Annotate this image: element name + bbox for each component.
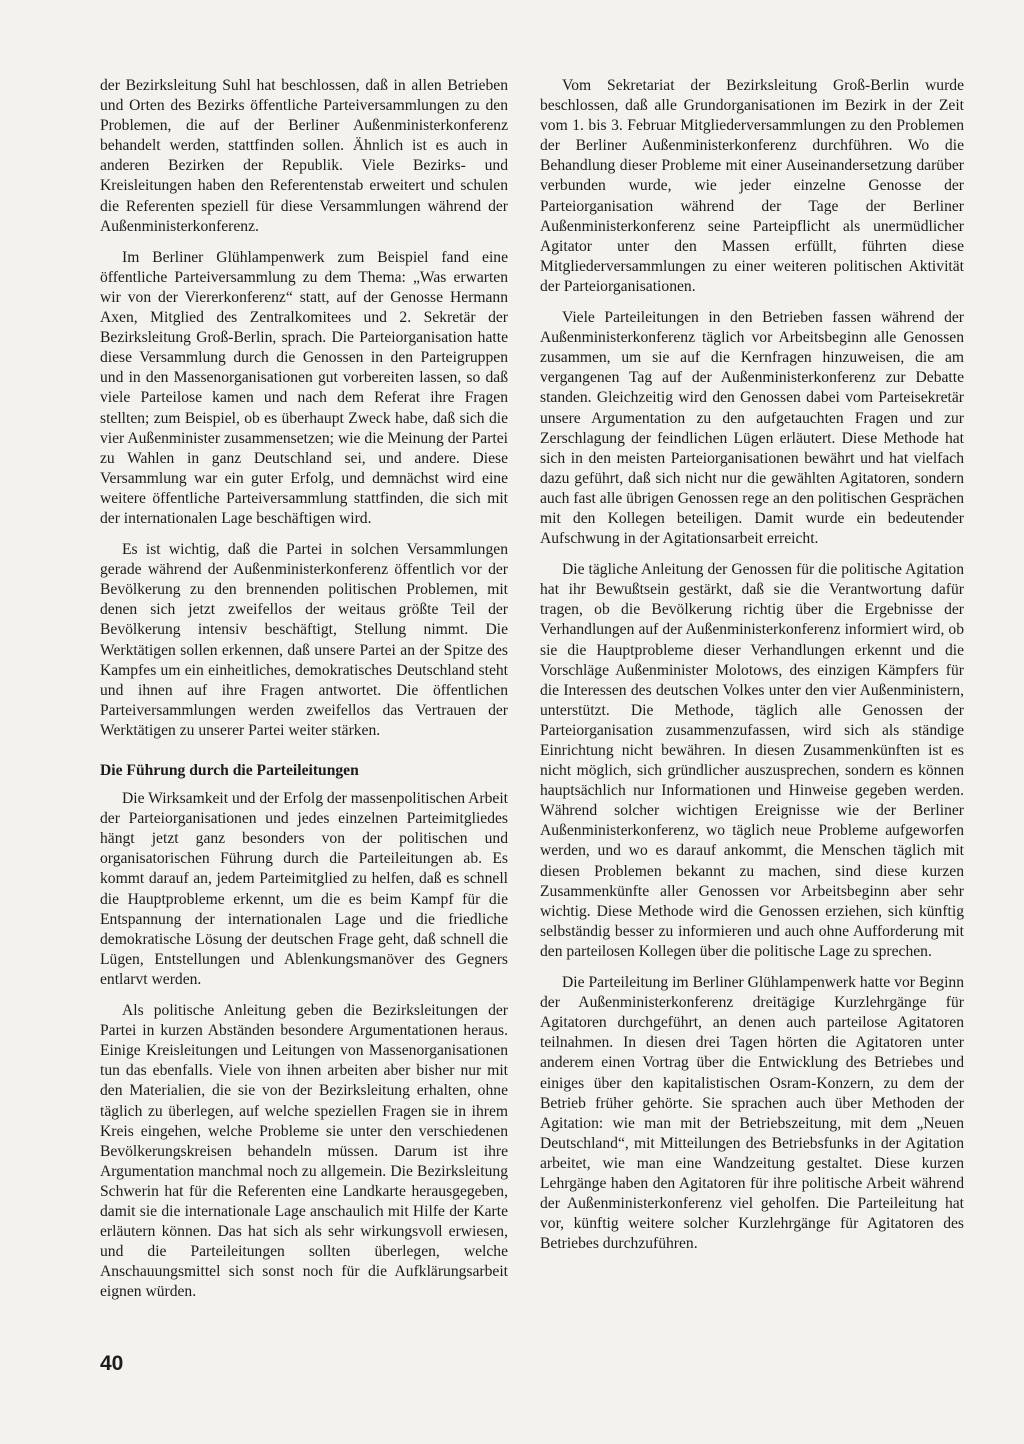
left-paragraph-5: Als politische Anleitung geben die Bezirksleitungen der Partei in kurzen Abständen besondere Argumentationen heraus. Einige Kreisleitungen und Leitungen von Massenorganisationen tun das ebenfalls. Viele von ihnen arbeiten aber bisher nur mit den Materialien, die sie von der Bezirksleitung erhalten, ohne täglich zu überlegen, auf welche speziellen Fragen sie in ihrem Kreis eingehen, welche Probleme sie unter den verschiedenen Bevölkerungskreisen behandeln müssen. Darum ist ihre Argumentation manchmal noch zu allgemein. Die Bezirksleitung Schwerin hat für die Referenten eine Landkarte herausgegeben, damit sie die internationale Lage anschaulich mit Hilfe der Karte erläutern können. Das hat sich als sehr wirkungsvoll erwiesen, und die Parteileitungen sollten überlegen, welche Anschauungsmittel sich sonst noch für die Aufklärungsarbeit eignen würden. (100, 1002, 508, 1301)
right-column (540, 76, 964, 1265)
left-column (100, 76, 508, 1313)
right-paragraph-2: Viele Parteileitungen in den Betrieben fassen während der Außenministerkonferenz täglich vor Arbeitsbeginn alle Genossen zusammen, um sie auf die Kernfragen hinzuweisen, die am vergangenen Tag auf der Außenministerkonferenz zur Debatte standen. Gleichzeitig wird den Genossen dabei vom Parteisekretär unsere Argumentation zu den aufgetauchten Fragen und zur Zerschlagung der feindlichen Lügen erläutert. Diese Methode hat sich in den meisten Parteiorganisationen bewährt und hat vielfach dazu geführt, daß sich nicht nur die gewählten Agitatoren, sondern auch fast alle übrigen Genossen rege an den politischen Gesprächen mit den Kollegen beteiligen. Damit wurde ein bedeutender Aufschwung in der Agitationsarbeit erreicht. (540, 309, 964, 548)
page-number: 40 (100, 1352, 124, 1375)
left-paragraph-1: der Bezirksleitung Suhl hat beschlossen, daß in allen Betrieben und Orten des Bezirks öffentliche Parteiversammlungen zu den Problemen, die auf der Berliner Außenministerkonferenz behandelt werden, stattfinden sollen. Ähnlich ist es auch in anderen Bezirken der Republik. Viele Bezirks- und Kreisleitungen haben den Referentenstab erweitert und schulen die Referenten speziell für diese Versammlungen während der Außenministerkonferenz. (100, 77, 508, 235)
section-heading: Die Führung durch die Parteileitungen (100, 762, 359, 779)
left-paragraph-3: Es ist wichtig, daß die Partei in solchen Versammlungen gerade während der Außenministerkonferenz öffentlich vor der Bevölkerung zu den brennenden politischen Problemen, mit denen sich jetzt zweifellos der weitaus größte Teil der Bevölkerung intensiv beschäftigt, Stellung nimmt. Die Werktätigen sollen erkennen, daß unsere Partei an der Spitze des Kampfes um ein einheitliches, demokratisches Deutschland steht und ihnen auf ihre Fragen antwortet. Die öffentlichen Parteiversammlungen werden zweifellos das Vertrauen der Werktätigen zu unserer Partei weiter stärken. (100, 541, 508, 739)
right-paragraph-4: Die Parteileitung im Berliner Glühlampenwerk hatte vor Beginn der Außenministerkonferenz dreitägige Kurzlehrgänge für Agitatoren durchgeführt, an denen auch parteilose Agitatoren teilnahmen. In diesen drei Tagen hörten die Agitatoren unter anderem einen Vortrag über die Entwicklung des Betriebes und einiges über den kapitalistischen Osram-Konzern, zu dem der Betrieb früher gehörte. Sie sprachen auch über Methoden der Agitation: wie man mit der Betriebszeitung, mit dem „Neuen Deutschland“, mit Mitteilungen des Betriebsfunks in der Agitation arbeitet, wie man eine Wandzeitung gestaltet. Diese kurzen Lehrgänge haben den Agitatoren für ihre politische Arbeit während der Außenministerkonferenz viel geholfen. Die Parteileitung hat vor, künftig weitere solcher Kurzlehrgänge für Agitatoren des Betriebes durchzuführen. (540, 974, 964, 1253)
left-paragraph-2: Im Berliner Glühlampenwerk zum Beispiel fand eine öffentliche Parteiversammlung zu dem Thema: „Was erwarten wir von der Viererkonferenz“ statt, auf der Genosse Hermann Axen, Mitglied des Zentralkomitees und 2. Sekretär der Bezirksleitung Groß-Berlin, sprach. Die Parteiorganisation hatte diese Versammlung durch die Genossen in den Parteigruppen und in den Massenorganisationen gut vorbereiten lassen, so daß viele Parteilose kamen und nach dem Referat ihre Fragen stellten; zum Beispiel, ob es überhaupt Zweck habe, daß sich die vier Außenminister zusammensetzen; wie die Meinung der Partei zu Wahlen in ganz Deutschland sei, und andere. Diese Versammlung war ein guter Erfolg, und demnächst wird eine weitere öffentliche Parteiversammlung stattfinden, die sich mit der internationalen Lage beschäftigen wird. (100, 248, 508, 527)
left-paragraph-4: Die Wirksamkeit und der Erfolg der massenpolitischen Arbeit der Parteiorganisationen und jedes einzelnen Parteimitgliedes hängt jetzt ganz besonders von der politischen und organisatorischen Führung durch die Parteileitungen ab. Es kommt darauf an, jedem Parteimitglied zu helfen, daß es schnell die Hauptprobleme erkennt, um die es beim Kampf für die Entspannung der internationalen Lage und die friedliche demokratische Lösung der deutschen Frage geht, daß schnell die Lügen, Entstellungen und Ablenkungsmanöver des Gegners entlarvt werden. (100, 790, 508, 988)
right-paragraph-1: Vom Sekretariat der Bezirksleitung Groß-Berlin wurde beschlossen, daß alle Grundorganisationen im Bezirk in der Zeit vom 1. bis 3. Februar Mitgliederversammlungen zu den Problemen der Berliner Außenministerkonferenz durchführen. Wo die Behandlung dieser Probleme mit einer Auseinandersetzung darüber verbunden wurde, wie jeder einzelne Genosse der Parteiorganisation während der Tage der Berliner Außenministerkonferenz seine Parteipflicht als unermüdlicher Agitator unter den Massen erfüllt, führten diese Mitgliederversammlungen zu einer weiteren politischen Aktivität der Parteiorganisationen. (540, 77, 964, 295)
right-paragraph-3: Die tägliche Anleitung der Genossen für die politische Agitation hat ihr Bewußtsein gestärkt, daß sie die Verantwortung dafür tragen, ob die Bevölkerung richtig über die Ergebnisse der Verhandlungen auf der Außenministerkonferenz informiert wird, ob sie die Hauptprobleme dieser Verhandlungen erkennt und die Vorschläge Außenminister Molotows, des einzigen Kämpfers für die Interessen des deutschen Volkes unter den vier Außenministern, unterstützt. Die Methode, täglich alle Genossen der Parteiorganisation zusammenzufassen, wird sich als ständige Einrichtung nicht bewähren. In diesen Zusammenkünften ist es nicht möglich, sich gründlicher auszusprechen, sondern es können hauptsächlich nur Informationen und Hinweise gegeben werden. Während solcher wichtigen Ereignisse wie der Berliner Außenministerkonferenz, wo täglich neue Probleme aufgeworfen werden, und wo es darauf ankommt, die Menschen täglich mit diesen Problemen bekannt zu machen, sind diese kurzen Zusammenkünfte aller Genossen vor Arbeitsbeginn aber sehr wichtig. Diese Methode wird die Genossen erziehen, sich künftig selbständig besser zu informieren und auch ohne Aufforderung mit den parteilosen Kollegen über die politische Lage zu sprechen. (540, 561, 964, 960)
